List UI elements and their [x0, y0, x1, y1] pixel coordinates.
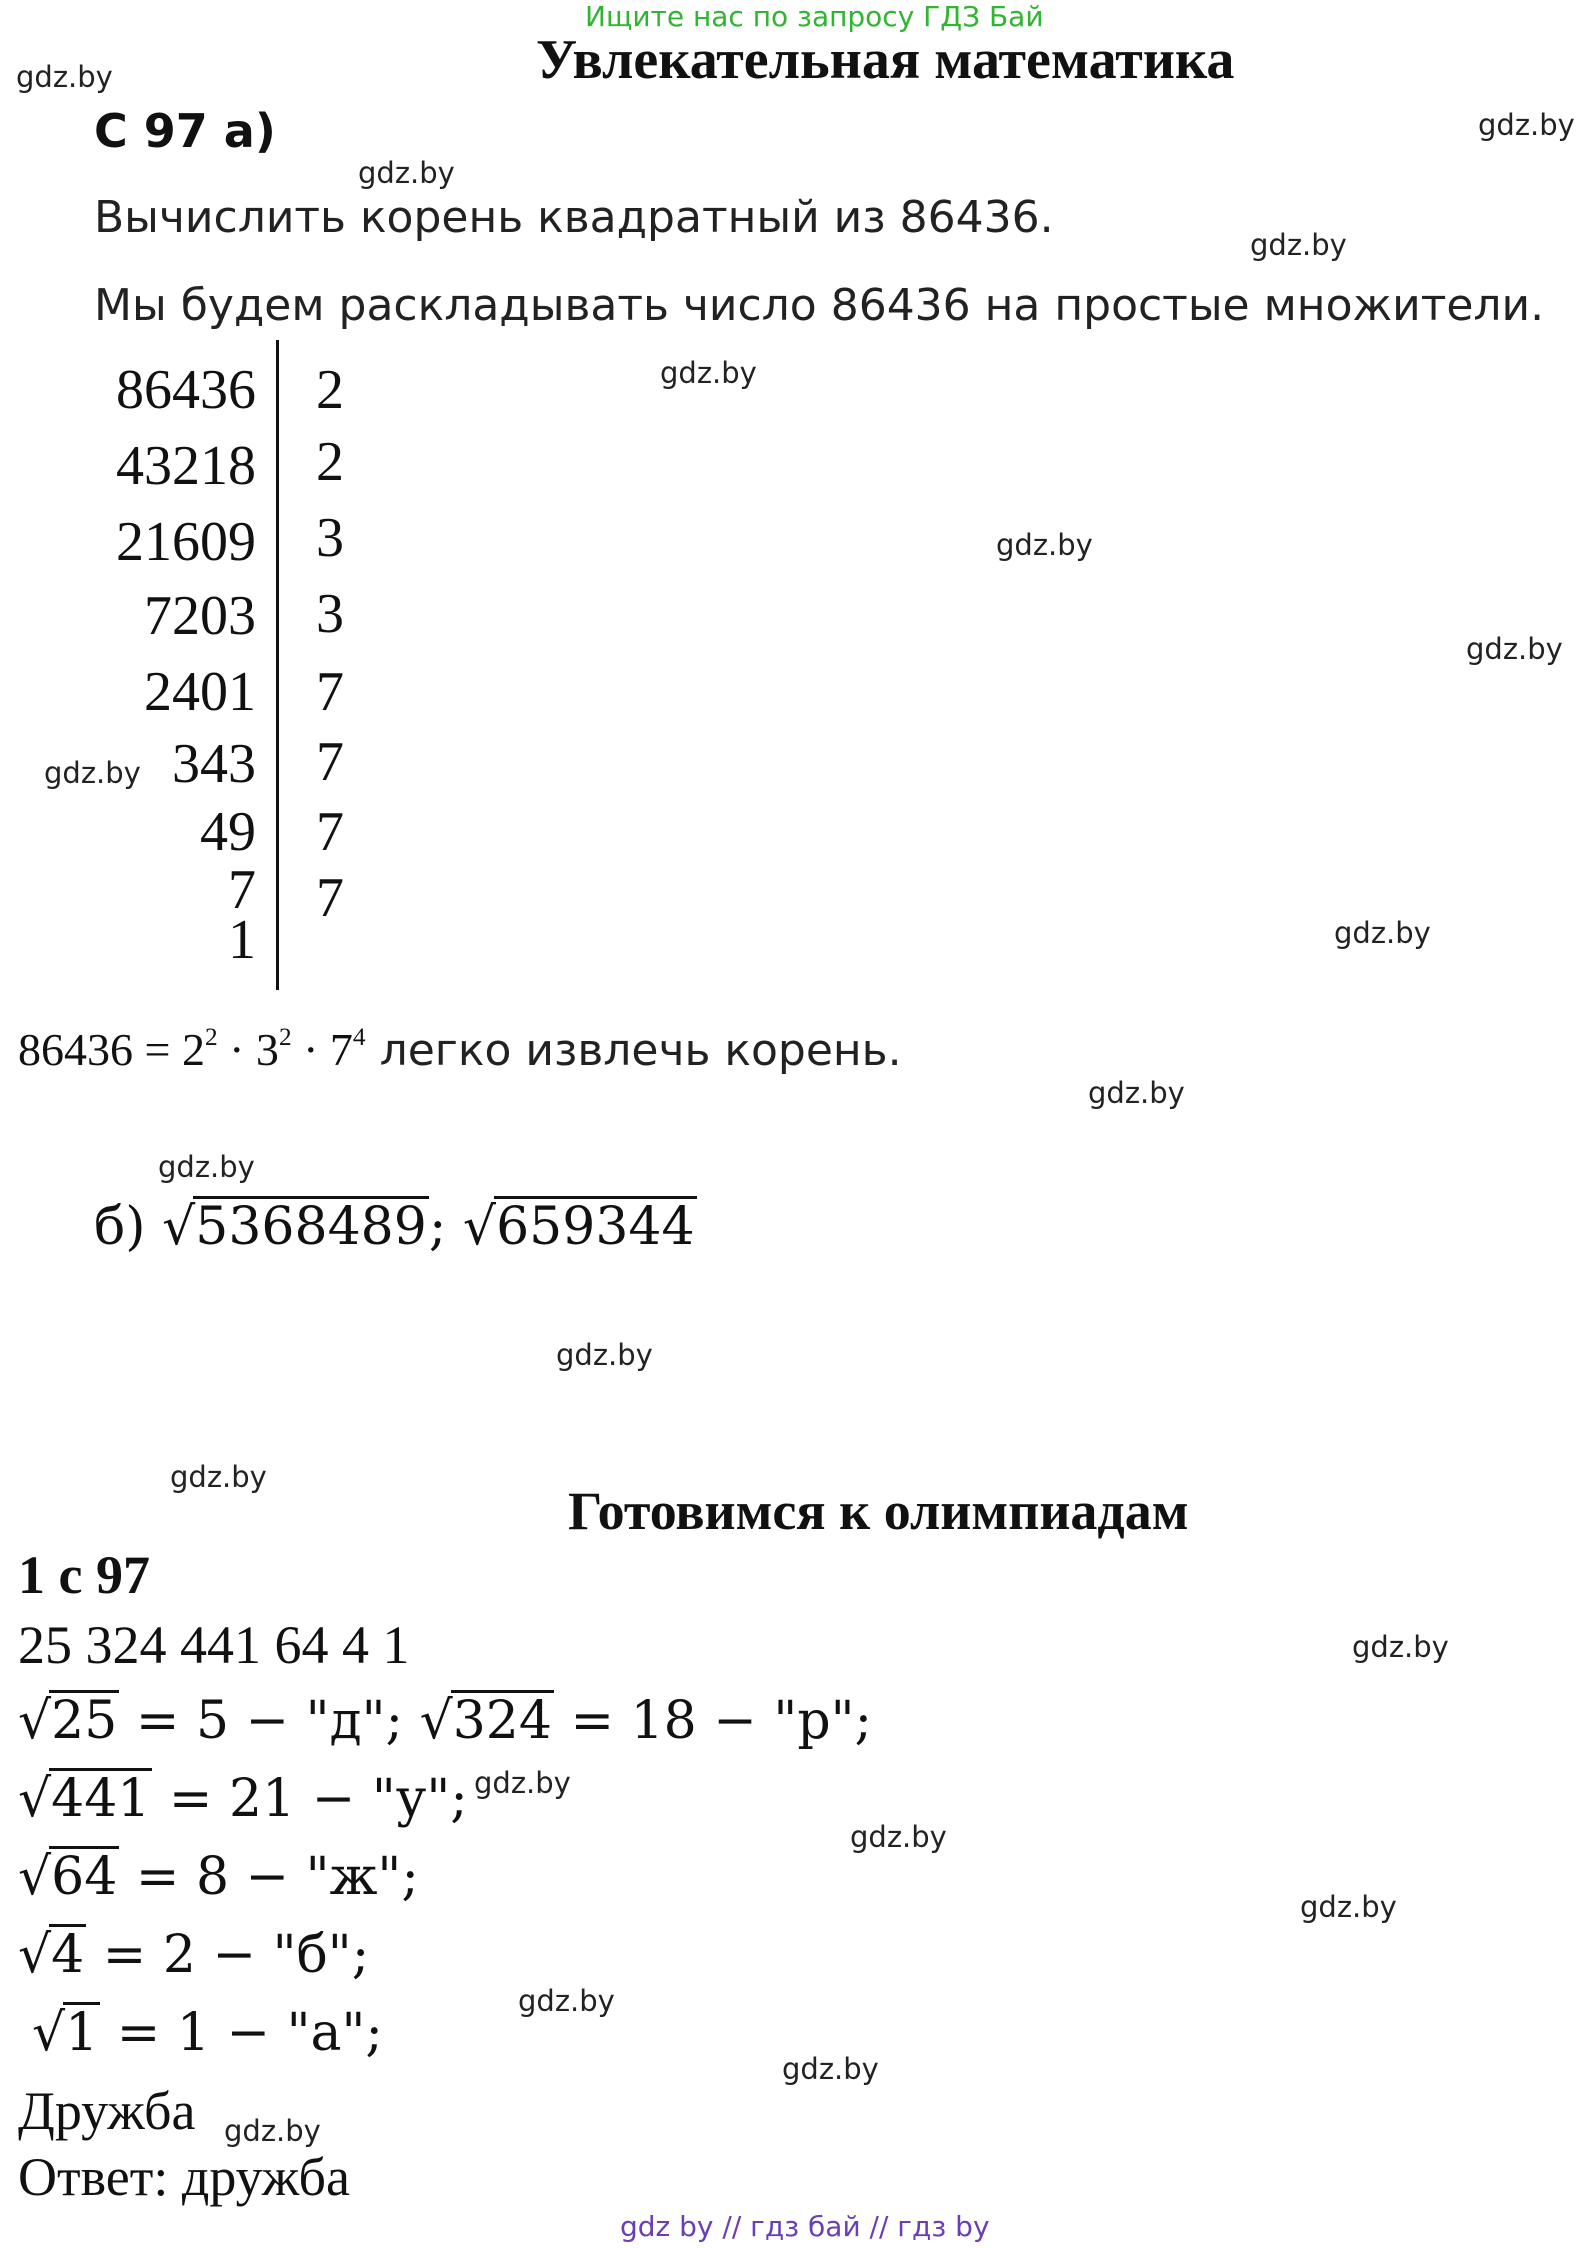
watermark: gdz.by	[1466, 632, 1563, 666]
radical-icon: √	[32, 2003, 66, 2063]
factor-right: 2	[316, 359, 344, 421]
radical-icon: √	[462, 1197, 497, 1257]
equation-line	[18, 1924, 369, 1985]
radical-icon: √	[18, 1925, 52, 1985]
radical-icon: √	[18, 1847, 52, 1907]
factor-left: 1	[228, 909, 256, 971]
factor-right: 7	[316, 731, 344, 793]
task-a-label: С 97 а)	[94, 104, 276, 158]
footer-links[interactable]: gdz by // гдз бай // гдз by	[620, 2210, 990, 2243]
watermark: gdz.by	[358, 156, 455, 190]
watermark: gdz.by	[1088, 1076, 1185, 1110]
factor-right: 2	[316, 431, 344, 493]
sqrt	[18, 1846, 119, 1907]
sqrt	[463, 1196, 697, 1257]
result-factor: · 7	[291, 1024, 353, 1075]
result-exp: 2	[278, 1022, 292, 1051]
factor-left: 49	[200, 801, 256, 863]
result-factor: · 3	[217, 1024, 279, 1075]
sqrt	[32, 2002, 100, 2063]
watermark: gdz.by	[556, 1338, 653, 1372]
radicand: 441	[51, 1769, 151, 1829]
factor-left: 2401	[144, 661, 256, 723]
radicand: 25	[51, 1691, 118, 1751]
radical-icon: √	[18, 1691, 52, 1751]
watermark: gdz.by	[44, 756, 141, 790]
task-a-line2: Мы будем раскладывать число 86436 на простые множители.	[94, 280, 1545, 331]
result-exp: 2	[204, 1022, 218, 1051]
result-lhs: 86436 = 2	[18, 1024, 205, 1075]
result-text: легко извлечь корень.	[365, 1025, 902, 1076]
equation-rest: = 5 − "д";	[119, 1691, 420, 1751]
equation-rest: = 8 − "ж";	[119, 1847, 419, 1907]
watermark: gdz.by	[158, 1150, 255, 1184]
watermark: gdz.by	[170, 1460, 267, 1494]
factor-right: 7	[316, 867, 344, 929]
factor-right: 7	[316, 801, 344, 863]
task-b	[94, 1196, 697, 1257]
sqrt	[18, 1924, 86, 1985]
watermark: gdz.by	[1334, 916, 1431, 950]
separator: ;	[428, 1197, 463, 1257]
task-a-line1: Вычислить корень квадратный из 86436.	[94, 192, 1054, 243]
sqrt	[18, 1690, 119, 1751]
factor-left: 21609	[116, 511, 256, 573]
factor-left: 7203	[144, 585, 256, 647]
watermark: gdz.by	[518, 1984, 615, 2018]
task1-answer: Ответ: дружба	[18, 2147, 350, 2207]
factor-left: 7	[228, 859, 256, 921]
watermark: gdz.by	[1300, 1890, 1397, 1924]
equation-line	[32, 2002, 383, 2063]
task1-numbers: 25 324 441 64 4 1	[18, 1615, 410, 1675]
factor-right: 7	[316, 661, 344, 723]
equation-rest: = 18 − "р";	[553, 1691, 873, 1751]
radicand: 1	[65, 2003, 99, 2063]
watermark: gdz.by	[16, 60, 113, 94]
radicand: 5368489	[195, 1197, 427, 1257]
section-title: Готовимся к олимпиадам	[568, 1481, 1189, 1541]
equation-rest: = 21 − "у";	[152, 1769, 468, 1829]
radicand: 659344	[496, 1197, 695, 1257]
sqrt	[420, 1690, 554, 1751]
radicand: 324	[452, 1691, 552, 1751]
radical-icon: √	[18, 1769, 52, 1829]
factor-divider	[276, 340, 279, 990]
page-title: Увлекательная математика	[536, 29, 1235, 91]
factor-left: 86436	[116, 359, 256, 421]
sqrt	[162, 1196, 429, 1257]
task-b-prefix: б)	[94, 1197, 163, 1257]
equation-line	[18, 1846, 419, 1907]
top-note: Ищите нас по запросу ГДЗ Бай	[585, 0, 1044, 33]
watermark: gdz.by	[1352, 1630, 1449, 1664]
task1-word: Дружба	[18, 2081, 196, 2141]
radical-icon: √	[419, 1691, 453, 1751]
factorization-result	[18, 1022, 902, 1076]
watermark: gdz.by	[1478, 108, 1575, 142]
factor-right: 3	[316, 583, 344, 645]
equation-line	[18, 1768, 468, 1829]
watermark: gdz.by	[1250, 228, 1347, 262]
watermark: gdz.by	[660, 356, 757, 390]
task1-label: 1 с 97	[18, 1545, 150, 1605]
equation-rest: = 1 − "а";	[100, 2003, 383, 2063]
equation-rest: = 2 − "б";	[86, 1925, 370, 1985]
factor-right: 3	[316, 507, 344, 569]
radicand: 4	[51, 1925, 85, 1985]
equation-line	[18, 1690, 872, 1751]
sqrt	[18, 1768, 152, 1829]
factor-left: 43218	[116, 435, 256, 497]
radical-icon: √	[162, 1197, 196, 1257]
watermark: gdz.by	[850, 1820, 947, 1854]
watermark: gdz.by	[996, 528, 1093, 562]
factor-left: 343	[172, 733, 256, 795]
result-exp: 4	[352, 1022, 366, 1051]
watermark: gdz.by	[224, 2114, 321, 2148]
watermark: gdz.by	[782, 2052, 879, 2086]
watermark: gdz.by	[474, 1766, 571, 1800]
radicand: 64	[51, 1847, 118, 1907]
